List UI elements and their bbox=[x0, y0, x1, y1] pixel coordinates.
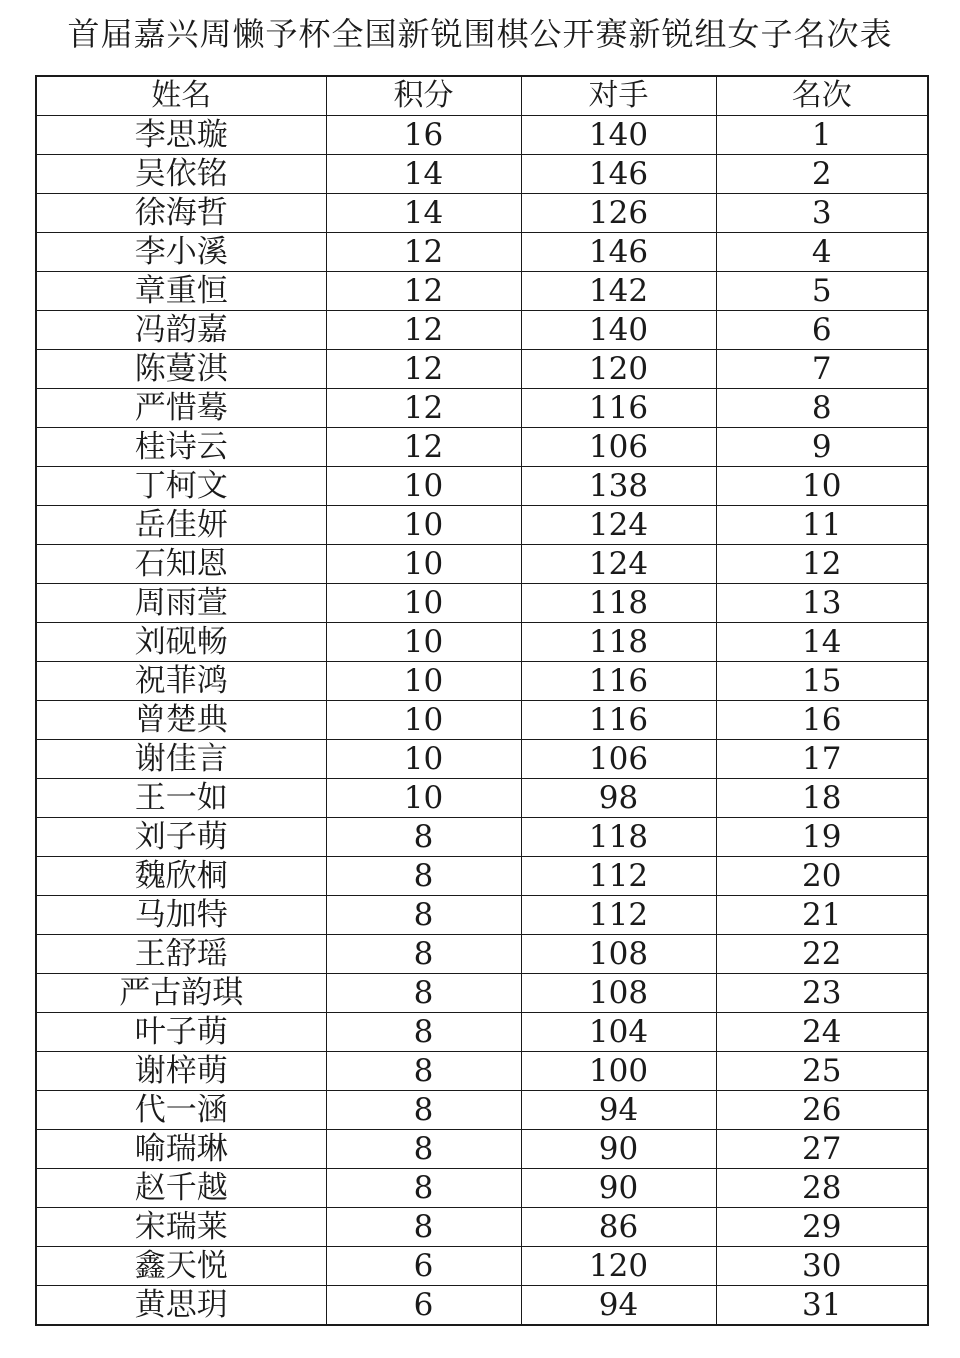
cell-rank: 28 bbox=[716, 1169, 928, 1208]
cell-rank: 18 bbox=[716, 779, 928, 818]
table-row bbox=[36, 935, 928, 974]
cell-opponent: 116 bbox=[521, 389, 716, 428]
cell-opponent: 90 bbox=[521, 1130, 716, 1169]
cell-score: 8 bbox=[326, 935, 521, 974]
cell-name: 刘砚畅 bbox=[36, 623, 326, 662]
cell-opponent: 104 bbox=[521, 1013, 716, 1052]
cell-rank: 9 bbox=[716, 428, 928, 467]
header-rank: 名次 bbox=[716, 76, 928, 116]
cell-rank: 5 bbox=[716, 272, 928, 311]
cell-name: 李小溪 bbox=[36, 233, 326, 272]
cell-name: 严惜蓦 bbox=[36, 389, 326, 428]
cell-opponent: 118 bbox=[521, 623, 716, 662]
cell-opponent: 106 bbox=[521, 740, 716, 779]
cell-score: 12 bbox=[326, 350, 521, 389]
cell-rank: 19 bbox=[716, 818, 928, 857]
header-score: 积分 bbox=[326, 76, 521, 116]
cell-rank: 8 bbox=[716, 389, 928, 428]
table-row bbox=[36, 389, 928, 428]
cell-score: 12 bbox=[326, 389, 521, 428]
cell-name: 王舒瑶 bbox=[36, 935, 326, 974]
cell-rank: 20 bbox=[716, 857, 928, 896]
table-row bbox=[36, 701, 928, 740]
table-row bbox=[36, 116, 928, 155]
cell-score: 8 bbox=[326, 818, 521, 857]
cell-score: 10 bbox=[326, 740, 521, 779]
table-row bbox=[36, 545, 928, 584]
table-row bbox=[36, 740, 928, 779]
cell-name: 冯韵嘉 bbox=[36, 311, 326, 350]
cell-score: 8 bbox=[326, 857, 521, 896]
cell-rank: 27 bbox=[716, 1130, 928, 1169]
cell-rank: 1 bbox=[716, 116, 928, 155]
cell-rank: 12 bbox=[716, 545, 928, 584]
standings-table bbox=[35, 75, 929, 1326]
cell-name: 马加特 bbox=[36, 896, 326, 935]
cell-score: 10 bbox=[326, 545, 521, 584]
cell-rank: 24 bbox=[716, 1013, 928, 1052]
table-row bbox=[36, 779, 928, 818]
cell-rank: 16 bbox=[716, 701, 928, 740]
cell-score: 8 bbox=[326, 1013, 521, 1052]
cell-opponent: 146 bbox=[521, 155, 716, 194]
cell-opponent: 124 bbox=[521, 545, 716, 584]
table-row bbox=[36, 1013, 928, 1052]
cell-score: 12 bbox=[326, 272, 521, 311]
table-row bbox=[36, 662, 928, 701]
cell-opponent: 124 bbox=[521, 506, 716, 545]
cell-score: 8 bbox=[326, 1169, 521, 1208]
cell-name: 黄思玥 bbox=[36, 1286, 326, 1326]
cell-score: 10 bbox=[326, 623, 521, 662]
cell-score: 10 bbox=[326, 701, 521, 740]
cell-opponent: 118 bbox=[521, 818, 716, 857]
cell-name: 曾楚典 bbox=[36, 701, 326, 740]
cell-name: 宋瑞莱 bbox=[36, 1208, 326, 1247]
cell-name: 陈蔓淇 bbox=[36, 350, 326, 389]
cell-opponent: 100 bbox=[521, 1052, 716, 1091]
cell-opponent: 116 bbox=[521, 701, 716, 740]
cell-opponent: 120 bbox=[521, 350, 716, 389]
cell-name: 谢佳言 bbox=[36, 740, 326, 779]
cell-opponent: 146 bbox=[521, 233, 716, 272]
table-row bbox=[36, 1247, 928, 1286]
cell-rank: 3 bbox=[716, 194, 928, 233]
table-body bbox=[36, 116, 928, 1326]
cell-rank: 17 bbox=[716, 740, 928, 779]
table-row bbox=[36, 1091, 928, 1130]
cell-rank: 30 bbox=[716, 1247, 928, 1286]
cell-name: 魏欣桐 bbox=[36, 857, 326, 896]
table-row bbox=[36, 272, 928, 311]
table-row bbox=[36, 194, 928, 233]
cell-name: 吴依铭 bbox=[36, 155, 326, 194]
table-row bbox=[36, 155, 928, 194]
cell-name: 周雨萱 bbox=[36, 584, 326, 623]
cell-score: 8 bbox=[326, 896, 521, 935]
cell-name: 严古韵琪 bbox=[36, 974, 326, 1013]
cell-opponent: 98 bbox=[521, 779, 716, 818]
cell-name: 桂诗云 bbox=[36, 428, 326, 467]
cell-rank: 29 bbox=[716, 1208, 928, 1247]
cell-score: 16 bbox=[326, 116, 521, 155]
header-name: 姓名 bbox=[36, 76, 326, 116]
cell-opponent: 86 bbox=[521, 1208, 716, 1247]
table-row bbox=[36, 896, 928, 935]
cell-name: 刘子萌 bbox=[36, 818, 326, 857]
cell-opponent: 120 bbox=[521, 1247, 716, 1286]
table-row bbox=[36, 1286, 928, 1326]
cell-rank: 4 bbox=[716, 233, 928, 272]
cell-opponent: 94 bbox=[521, 1091, 716, 1130]
page-title: 首届嘉兴周懒予杯全国新锐围棋公开赛新锐组女子名次表 bbox=[67, 15, 893, 53]
cell-opponent: 138 bbox=[521, 467, 716, 506]
cell-rank: 23 bbox=[716, 974, 928, 1013]
cell-rank: 14 bbox=[716, 623, 928, 662]
cell-name: 徐海哲 bbox=[36, 194, 326, 233]
cell-rank: 13 bbox=[716, 584, 928, 623]
cell-opponent: 118 bbox=[521, 584, 716, 623]
cell-score: 8 bbox=[326, 1208, 521, 1247]
cell-opponent: 112 bbox=[521, 896, 716, 935]
cell-name: 喻瑞琳 bbox=[36, 1130, 326, 1169]
table-row bbox=[36, 584, 928, 623]
header-opponent: 对手 bbox=[521, 76, 716, 116]
cell-score: 10 bbox=[326, 779, 521, 818]
cell-score: 8 bbox=[326, 1091, 521, 1130]
cell-score: 12 bbox=[326, 311, 521, 350]
cell-score: 14 bbox=[326, 194, 521, 233]
cell-opponent: 94 bbox=[521, 1286, 716, 1326]
table-row bbox=[36, 974, 928, 1013]
cell-score: 8 bbox=[326, 974, 521, 1013]
table-row bbox=[36, 857, 928, 896]
table-row bbox=[36, 428, 928, 467]
cell-score: 10 bbox=[326, 584, 521, 623]
cell-score: 8 bbox=[326, 1130, 521, 1169]
cell-name: 叶子萌 bbox=[36, 1013, 326, 1052]
cell-rank: 7 bbox=[716, 350, 928, 389]
cell-name: 王一如 bbox=[36, 779, 326, 818]
table-row bbox=[36, 350, 928, 389]
cell-opponent: 108 bbox=[521, 974, 716, 1013]
cell-score: 12 bbox=[326, 233, 521, 272]
cell-score: 10 bbox=[326, 506, 521, 545]
table-row bbox=[36, 818, 928, 857]
table-row bbox=[36, 467, 928, 506]
table-row bbox=[36, 1052, 928, 1091]
table-row bbox=[36, 1208, 928, 1247]
cell-rank: 15 bbox=[716, 662, 928, 701]
cell-rank: 26 bbox=[716, 1091, 928, 1130]
cell-name: 赵千越 bbox=[36, 1169, 326, 1208]
cell-score: 10 bbox=[326, 662, 521, 701]
cell-opponent: 106 bbox=[521, 428, 716, 467]
cell-opponent: 140 bbox=[521, 116, 716, 155]
cell-score: 8 bbox=[326, 1052, 521, 1091]
cell-score: 10 bbox=[326, 467, 521, 506]
table-row bbox=[36, 1169, 928, 1208]
cell-name: 李思璇 bbox=[36, 116, 326, 155]
table-row bbox=[36, 1130, 928, 1169]
cell-opponent: 108 bbox=[521, 935, 716, 974]
cell-score: 12 bbox=[326, 428, 521, 467]
cell-name: 章重恒 bbox=[36, 272, 326, 311]
cell-score: 14 bbox=[326, 155, 521, 194]
cell-opponent: 140 bbox=[521, 311, 716, 350]
cell-opponent: 116 bbox=[521, 662, 716, 701]
table-row bbox=[36, 311, 928, 350]
cell-name: 丁柯文 bbox=[36, 467, 326, 506]
table-row bbox=[36, 623, 928, 662]
cell-opponent: 126 bbox=[521, 194, 716, 233]
cell-rank: 21 bbox=[716, 896, 928, 935]
cell-rank: 6 bbox=[716, 311, 928, 350]
cell-rank: 2 bbox=[716, 155, 928, 194]
table-row bbox=[36, 506, 928, 545]
cell-opponent: 90 bbox=[521, 1169, 716, 1208]
cell-score: 6 bbox=[326, 1286, 521, 1326]
header-row bbox=[36, 76, 928, 116]
cell-opponent: 112 bbox=[521, 857, 716, 896]
cell-rank: 10 bbox=[716, 467, 928, 506]
cell-name: 岳佳妍 bbox=[36, 506, 326, 545]
cell-rank: 11 bbox=[716, 506, 928, 545]
cell-rank: 31 bbox=[716, 1286, 928, 1326]
cell-name: 代一涵 bbox=[36, 1091, 326, 1130]
cell-rank: 25 bbox=[716, 1052, 928, 1091]
cell-name: 鑫天悦 bbox=[36, 1247, 326, 1286]
cell-score: 6 bbox=[326, 1247, 521, 1286]
cell-rank: 22 bbox=[716, 935, 928, 974]
cell-opponent: 142 bbox=[521, 272, 716, 311]
table-row bbox=[36, 233, 928, 272]
cell-name: 谢梓萌 bbox=[36, 1052, 326, 1091]
cell-name: 石知恩 bbox=[36, 545, 326, 584]
cell-name: 祝菲鸿 bbox=[36, 662, 326, 701]
